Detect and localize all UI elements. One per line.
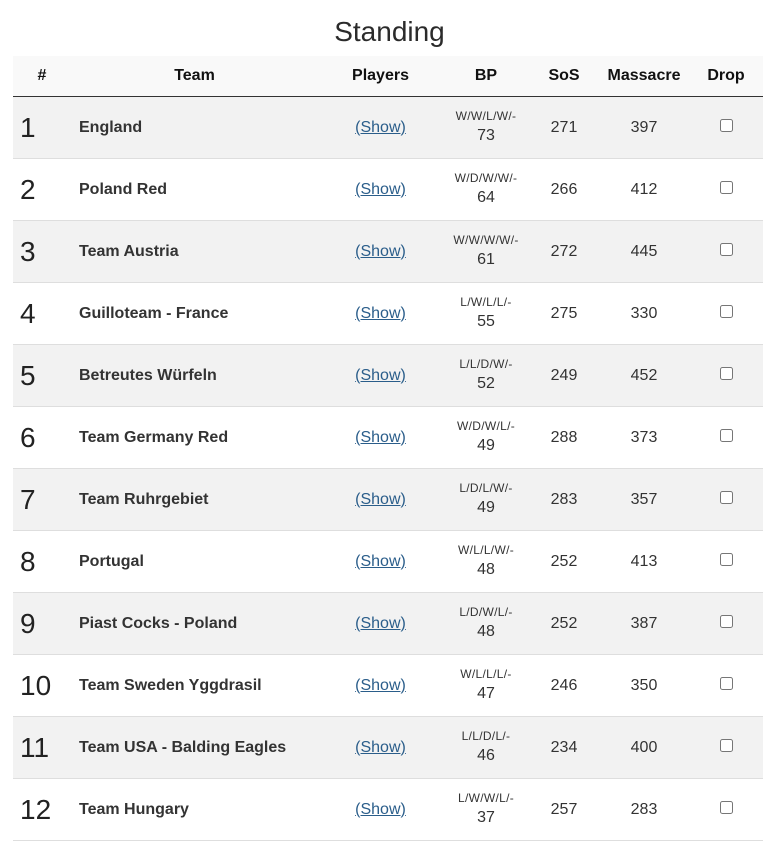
rank-cell: 4 bbox=[13, 283, 71, 345]
massacre-cell: 330 bbox=[599, 283, 689, 345]
show-players-link[interactable]: (Show) bbox=[355, 366, 406, 384]
column-header-bp: BP bbox=[443, 56, 529, 97]
table-row bbox=[13, 469, 763, 531]
drop-checkbox[interactable] bbox=[720, 491, 733, 504]
bp-cell bbox=[443, 345, 529, 407]
team-name-cell: Team Germany Red bbox=[71, 407, 318, 469]
rank-cell: 11 bbox=[13, 717, 71, 779]
show-players-link[interactable]: (Show) bbox=[355, 304, 406, 322]
drop-checkbox[interactable] bbox=[720, 739, 733, 752]
bp-cell bbox=[443, 407, 529, 469]
bp-block bbox=[459, 482, 512, 516]
bp-value: 52 bbox=[477, 374, 495, 392]
bp-cell bbox=[443, 593, 529, 655]
rank-cell: 9 bbox=[13, 593, 71, 655]
players-cell bbox=[318, 159, 443, 221]
page-title: Standing bbox=[334, 16, 445, 47]
massacre-cell: 445 bbox=[599, 221, 689, 283]
massacre-cell: 357 bbox=[599, 469, 689, 531]
players-cell bbox=[318, 469, 443, 531]
table-row bbox=[13, 531, 763, 593]
bp-block bbox=[456, 110, 517, 144]
team-name-cell: Portugal bbox=[71, 531, 318, 593]
massacre-cell: 283 bbox=[599, 779, 689, 841]
massacre-cell: 373 bbox=[599, 407, 689, 469]
players-cell bbox=[318, 593, 443, 655]
bp-results-sequence: L/L/D/L/- bbox=[461, 729, 511, 744]
column-header-players: Players bbox=[318, 56, 443, 97]
bp-block bbox=[458, 544, 514, 578]
bp-value: 49 bbox=[477, 498, 495, 516]
team-name-cell: Guilloteam - France bbox=[71, 283, 318, 345]
team-name-cell: Team USA - Balding Eagles bbox=[71, 717, 318, 779]
bp-block bbox=[459, 606, 512, 640]
drop-cell bbox=[689, 159, 763, 221]
massacre-cell: 412 bbox=[599, 159, 689, 221]
show-players-link[interactable]: (Show) bbox=[355, 242, 406, 260]
drop-cell bbox=[689, 97, 763, 159]
table-row bbox=[13, 655, 763, 717]
bp-value: 55 bbox=[477, 312, 495, 330]
column-header-massacre: Massacre bbox=[599, 56, 689, 97]
show-players-link[interactable]: (Show) bbox=[355, 614, 406, 632]
sos-cell: 272 bbox=[529, 221, 599, 283]
bp-value: 73 bbox=[477, 126, 495, 144]
bp-block bbox=[459, 358, 512, 392]
massacre-cell: 397 bbox=[599, 97, 689, 159]
bp-cell bbox=[443, 531, 529, 593]
drop-checkbox[interactable] bbox=[720, 119, 733, 132]
drop-cell bbox=[689, 221, 763, 283]
sos-cell: 288 bbox=[529, 407, 599, 469]
bp-cell bbox=[443, 97, 529, 159]
column-header-drop: Drop bbox=[689, 56, 763, 97]
massacre-cell: 452 bbox=[599, 345, 689, 407]
bp-results-sequence: L/D/W/L/- bbox=[459, 605, 513, 620]
rank-cell: 7 bbox=[13, 469, 71, 531]
table-row bbox=[13, 221, 763, 283]
column-header-rank: # bbox=[13, 56, 71, 97]
column-header-team: Team bbox=[71, 56, 318, 97]
table-row bbox=[13, 97, 763, 159]
bp-block bbox=[457, 420, 515, 454]
team-name-cell: Piast Cocks - Poland bbox=[71, 593, 318, 655]
massacre-cell: 413 bbox=[599, 531, 689, 593]
sos-cell: 249 bbox=[529, 345, 599, 407]
players-cell bbox=[318, 407, 443, 469]
drop-checkbox[interactable] bbox=[720, 367, 733, 380]
bp-value: 48 bbox=[477, 622, 495, 640]
players-cell bbox=[318, 221, 443, 283]
team-name-cell: Team Austria bbox=[71, 221, 318, 283]
team-name-cell: Team Ruhrgebiet bbox=[71, 469, 318, 531]
bp-results-sequence: W/L/L/L/- bbox=[460, 667, 512, 682]
players-cell bbox=[318, 283, 443, 345]
rank-cell: 3 bbox=[13, 221, 71, 283]
players-cell bbox=[318, 717, 443, 779]
bp-results-sequence: L/D/L/W/- bbox=[459, 481, 513, 496]
drop-checkbox[interactable] bbox=[720, 801, 733, 814]
bp-block bbox=[460, 668, 511, 702]
sos-cell: 257 bbox=[529, 779, 599, 841]
bp-value: 61 bbox=[477, 250, 495, 268]
sos-cell: 252 bbox=[529, 531, 599, 593]
bp-cell bbox=[443, 221, 529, 283]
team-name-cell: Betreutes Würfeln bbox=[71, 345, 318, 407]
bp-block bbox=[460, 296, 511, 330]
rank-cell: 12 bbox=[13, 779, 71, 841]
table-row bbox=[13, 407, 763, 469]
rank-cell: 8 bbox=[13, 531, 71, 593]
drop-cell bbox=[689, 283, 763, 345]
show-players-link[interactable]: (Show) bbox=[355, 490, 406, 508]
drop-cell bbox=[689, 531, 763, 593]
show-players-link[interactable]: (Show) bbox=[355, 552, 406, 570]
drop-checkbox[interactable] bbox=[720, 305, 733, 318]
table-row bbox=[13, 593, 763, 655]
players-cell bbox=[318, 345, 443, 407]
bp-results-sequence: L/L/D/W/- bbox=[459, 357, 513, 372]
drop-checkbox[interactable] bbox=[720, 429, 733, 442]
drop-checkbox[interactable] bbox=[720, 181, 733, 194]
players-cell bbox=[318, 531, 443, 593]
bp-value: 47 bbox=[477, 684, 495, 702]
bp-results-sequence: W/L/L/W/- bbox=[457, 543, 515, 558]
bp-value: 46 bbox=[477, 746, 495, 764]
table-row bbox=[13, 717, 763, 779]
sos-cell: 252 bbox=[529, 593, 599, 655]
drop-checkbox[interactable] bbox=[720, 615, 733, 628]
bp-block bbox=[455, 172, 518, 206]
table-row bbox=[13, 283, 763, 345]
show-players-link[interactable]: (Show) bbox=[355, 738, 406, 756]
bp-results-sequence: L/W/W/L/- bbox=[457, 791, 515, 806]
drop-cell bbox=[689, 655, 763, 717]
bp-cell bbox=[443, 717, 529, 779]
bp-results-sequence: W/D/W/L/- bbox=[456, 419, 516, 434]
bp-value: 64 bbox=[477, 188, 495, 206]
bp-results-sequence: W/W/W/W/- bbox=[453, 233, 519, 248]
rank-cell: 1 bbox=[13, 97, 71, 159]
bp-cell bbox=[443, 283, 529, 345]
table-row bbox=[13, 345, 763, 407]
table-header-row bbox=[13, 56, 763, 97]
drop-cell bbox=[689, 779, 763, 841]
bp-results-sequence: W/W/L/W/- bbox=[455, 109, 517, 124]
bp-cell bbox=[443, 779, 529, 841]
bp-block bbox=[453, 234, 518, 268]
bp-cell bbox=[443, 159, 529, 221]
bp-cell bbox=[443, 469, 529, 531]
show-players-link[interactable]: (Show) bbox=[355, 428, 406, 446]
show-players-link[interactable]: (Show) bbox=[355, 800, 406, 818]
bp-value: 49 bbox=[477, 436, 495, 454]
rank-cell: 10 bbox=[13, 655, 71, 717]
sos-cell: 266 bbox=[529, 159, 599, 221]
players-cell bbox=[318, 97, 443, 159]
drop-cell bbox=[689, 407, 763, 469]
players-cell bbox=[318, 655, 443, 717]
sos-cell: 271 bbox=[529, 97, 599, 159]
massacre-cell: 400 bbox=[599, 717, 689, 779]
bp-block bbox=[462, 730, 511, 764]
show-players-link[interactable]: (Show) bbox=[355, 180, 406, 198]
show-players-link[interactable]: (Show) bbox=[355, 676, 406, 694]
bp-results-sequence: W/D/W/W/- bbox=[454, 171, 518, 186]
rank-cell: 5 bbox=[13, 345, 71, 407]
bp-results-sequence: L/W/L/L/- bbox=[460, 295, 512, 310]
drop-checkbox[interactable] bbox=[720, 553, 733, 566]
drop-checkbox[interactable] bbox=[720, 677, 733, 690]
column-header-sos: SoS bbox=[529, 56, 599, 97]
sos-cell: 246 bbox=[529, 655, 599, 717]
sos-cell: 275 bbox=[529, 283, 599, 345]
drop-checkbox[interactable] bbox=[720, 243, 733, 256]
table-row bbox=[13, 159, 763, 221]
team-name-cell: England bbox=[71, 97, 318, 159]
rank-cell: 6 bbox=[13, 407, 71, 469]
team-name-cell: Team Sweden Yggdrasil bbox=[71, 655, 318, 717]
sos-cell: 234 bbox=[529, 717, 599, 779]
bp-value: 37 bbox=[477, 808, 495, 826]
standing-table bbox=[13, 56, 763, 841]
sos-cell: 283 bbox=[529, 469, 599, 531]
drop-cell bbox=[689, 345, 763, 407]
drop-cell bbox=[689, 717, 763, 779]
rank-cell: 2 bbox=[13, 159, 71, 221]
table-row bbox=[13, 779, 763, 841]
bp-cell bbox=[443, 655, 529, 717]
show-players-link[interactable]: (Show) bbox=[355, 118, 406, 136]
players-cell bbox=[318, 779, 443, 841]
team-name-cell: Poland Red bbox=[71, 159, 318, 221]
drop-cell bbox=[689, 593, 763, 655]
bp-value: 48 bbox=[477, 560, 495, 578]
massacre-cell: 387 bbox=[599, 593, 689, 655]
drop-cell bbox=[689, 469, 763, 531]
bp-block bbox=[458, 792, 514, 826]
team-name-cell: Team Hungary bbox=[71, 779, 318, 841]
massacre-cell: 350 bbox=[599, 655, 689, 717]
table-body bbox=[13, 97, 763, 841]
